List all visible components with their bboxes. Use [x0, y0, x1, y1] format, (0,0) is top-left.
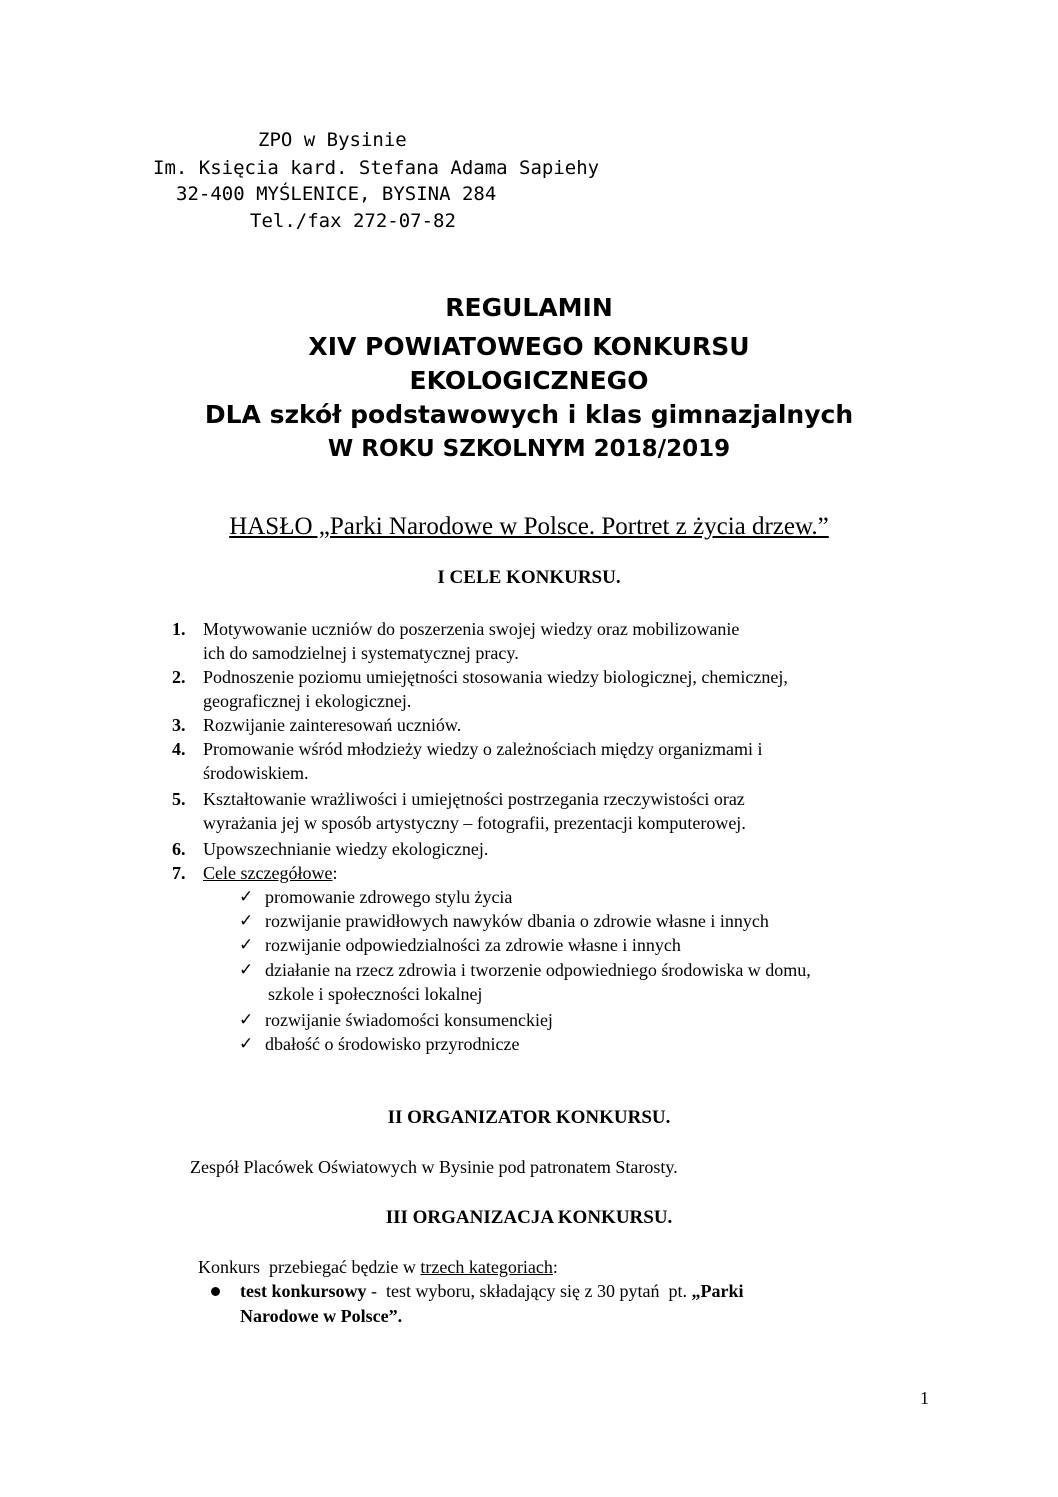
list-item: Promowanie wśród młodzieży wiedzy o zależnościach między organizmami i	[203, 739, 763, 759]
section-heading-goals: I CELE KONKURSU.	[437, 567, 621, 588]
list-item: Upowszechnianie wiedzy ekologicznej.	[203, 839, 489, 859]
sub-list-item: rozwijanie świadomości konsumenckiej	[265, 1010, 553, 1030]
organizer-text: Zespół Placówek Oświatowych w Bysinie pod patronatem Starosty.	[190, 1157, 678, 1177]
list-number: 5.	[172, 789, 186, 809]
doc-title-line5: W ROKU SZKOLNYM 2018/2019	[327, 436, 731, 462]
school-address: 32-400 MYŚLENICE, BYSINA 284	[176, 183, 497, 205]
school-phone: Tel./fax 272-07-82	[250, 210, 456, 232]
section-heading-organization: III ORGANIZACJA KONKURSU.	[385, 1207, 673, 1228]
sub-list-item: działanie na rzecz zdrowia i tworzenie odpowiedniego środowiska w domu,	[265, 960, 811, 980]
bullet-icon	[211, 1287, 220, 1296]
slogan: HASŁO „Parki Narodowe w Polsce. Portret z życia drzew.”	[229, 513, 829, 540]
doc-title: REGULAMIN	[445, 293, 613, 322]
doc-title-line4: DLA szkół podstawowych i klas gimnazjalnych	[204, 400, 854, 429]
list-item: Motywowanie uczniów do poszerzenia swojej wiedzy oraz mobilizowanie	[203, 619, 740, 639]
category-item-cont: Narodowe w Polsce”.	[240, 1306, 403, 1326]
check-icon: ✓	[239, 911, 254, 930]
list-item-cont: ich do samodzielnej i systematycznej pracy.	[203, 643, 519, 663]
school-name: ZPO w Bysinie	[258, 129, 407, 151]
list-number: 7.	[172, 863, 186, 883]
check-icon: ✓	[239, 935, 254, 954]
list-number: 1.	[172, 619, 186, 639]
check-icon: ✓	[239, 1034, 254, 1053]
check-icon: ✓	[239, 960, 254, 979]
sub-list-item-cont: szkole i społeczności lokalnej	[268, 984, 483, 1004]
list-item: Kształtowanie wrażliwości i umiejętności postrzegania rzeczywistości oraz	[203, 789, 745, 809]
list-item: Rozwijanie zainteresowań uczniów.	[203, 715, 462, 735]
list-item-cont: wyrażania jej w sposób artystyczny – fotografii, prezentacji komputerowej.	[203, 813, 746, 833]
list-number: 6.	[172, 839, 186, 859]
list-item-cont: środowiskiem.	[203, 763, 309, 783]
organization-intro: Konkurs przebiegać będzie w trzech kategoriach:	[198, 1257, 558, 1277]
sub-list-item: dbałość o środowisko przyrodnicze	[265, 1034, 520, 1054]
list-item: Cele szczegółowe:	[203, 863, 338, 883]
sub-list-item: rozwijanie prawidłowych nawyków dbania o zdrowie własne i innych	[265, 911, 769, 931]
detailed-goals-label: Cele szczegółowe	[203, 863, 333, 883]
doc-title-line2: XIV POWIATOWEGO KONKURSU	[308, 332, 750, 361]
doc-title-line3: EKOLOGICZNEGO	[409, 366, 649, 395]
school-patron: Im. Księcia kard. Stefana Adama Sapiehy	[153, 157, 600, 179]
list-item: Podnoszenie poziomu umiejętności stosowania wiedzy biologicznej, chemicznej,	[203, 667, 788, 687]
section-heading-organizer: II ORGANIZATOR KONKURSU.	[387, 1107, 671, 1128]
category-item: test konkursowy - test wyboru, składający się z 30 pytań pt. „Parki	[240, 1281, 744, 1301]
page-number: 1	[920, 1388, 929, 1408]
categories-label: trzech kategoriach	[420, 1257, 553, 1277]
sub-list-item: rozwijanie odpowiedzialności za zdrowie własne i innych	[265, 935, 681, 955]
check-icon: ✓	[239, 887, 254, 906]
list-number: 2.	[172, 667, 186, 687]
list-item-cont: geograficznej i ekologicznej.	[203, 691, 412, 711]
list-number: 3.	[172, 715, 186, 735]
check-icon: ✓	[239, 1010, 254, 1029]
sub-list-item: promowanie zdrowego stylu życia	[265, 887, 513, 907]
list-number: 4.	[172, 739, 186, 759]
